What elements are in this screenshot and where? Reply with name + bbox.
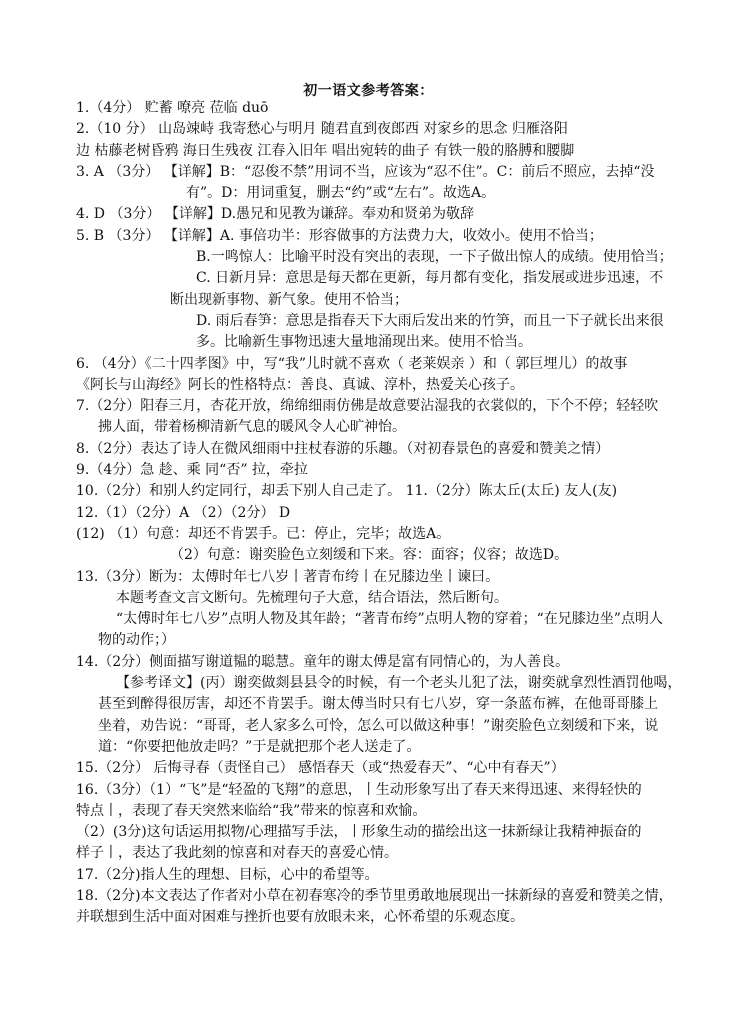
answer-line: 12.（1）（2分）A （2）（2分） D	[76, 504, 291, 521]
answer-line: 坐着，劝告说：“哥哥，老人家多么可怜，怎么可以做这种事！”谢奕脸色立刻缓和下来，说	[98, 717, 659, 734]
answer-line: 8.（2分）表达了诗人在微风细雨中拄杖春游的乐趣。（对初春景色的喜爱和赞美之情）	[76, 440, 610, 457]
answer-line: 多。比喻新生事物迅速大量地涌现出来。使用不恰当。	[196, 334, 532, 351]
answer-line: （2）(3分)这句话运用拟物/心理描写手法，丨形象生动的描绘出这一抹新绿让我精神振奋的	[76, 824, 642, 841]
answer-line: 《阿长与山海经》阿长的性格特点：善良、真诚、淳朴，热爱关心孩子。	[76, 376, 524, 393]
answer-line: 10.（2分）和别人约定同行，却丢下别人自己走了。 11.（2分）陈太丘(太丘) 友人(友)	[76, 483, 618, 500]
answer-line: 1.（4分） 贮蓄 嘹亮 莅临 duō	[76, 100, 269, 116]
answer-line: 本题考查文言文断句。先梳理句子大意，结合语法，然后断句。	[116, 589, 508, 606]
page-title: 初一语文参考答案：	[303, 83, 434, 99]
answer-line: 道：“你要把他放走吗？”于是就把那个老人送走了。	[98, 738, 421, 755]
answer-line: 17.（2分)指人生的理想、目标，心中的希望等。	[76, 866, 379, 883]
answer-line: 15.（2分） 后悔寻春（责怪自己） 感悟春天（或“热爱春天”、“心中有春天”）	[76, 760, 565, 777]
answer-line: 拂人面，带着杨柳清新气息的暖风令人心旷神怡。	[98, 419, 406, 436]
answer-line: 2.（10 分） 山岛竦峙 我寄愁心与明月 随君直到夜郎西 对家乡的思念 归雁洛阳	[76, 121, 568, 138]
answer-line: 并联想到生活中面对困难与挫折也要有放眼未来，心怀希望的乐观态度。	[76, 909, 524, 926]
answer-line: 【参考译文】(丙）谢奕做剡县县令的时候，有一个老头儿犯了法，谢奕就拿烈性酒罚他喝，	[116, 675, 682, 692]
answer-line: 7.（2分）阳春三月，杏花开放，绵绵细雨仿佛是故意要沾湿我的衣裳似的，下个不停；轻轻吹	[76, 398, 659, 415]
answer-line: “太傅时年七八岁”点明人物及其年龄；“著青布绔”点明人物的穿着；“在兄膝边坐”点明人	[116, 611, 663, 628]
answer-line: 5. B （3分） 【详解】A. 事倍功半：形容做事的方法费力大，收效小。使用不恰当；	[76, 227, 603, 244]
answer-line: 特点丨，表现了春天突然来临给“我”带来的惊喜和欢愉。	[76, 802, 427, 819]
answer-line: 6. （4分）《二十四孝图》中，写“我”儿时就不喜欢（ 老莱娱亲 ）和（ 郭巨埋儿）的故事	[76, 355, 628, 372]
answer-line: 甚至到醉得很厉害，却还不肯罢手。谢太傅当时只有七八岁，穿一条蓝布裤，在他哥哥膝上	[98, 696, 658, 713]
answer-line: 有”。D：用词重复，删去“约”或“左右”。故选A。	[186, 185, 496, 202]
answer-line: 样子丨，表达了我此刻的惊喜和对春天的喜爱心情。	[76, 845, 398, 862]
answer-line: C. 日新月异：意思是每天都在更新，每月都有变化，指发展或进步迅速，不	[196, 270, 664, 287]
answer-line: B.一鸣惊人：比喻平时没有突出的表现，一下子做出惊人的成绩。使用恰当；	[196, 249, 673, 266]
answer-line: 3. A （3分） 【详解】B：“忍俊不禁”用词不当，应该为“忍不住”。C：前后不照应，去掉“没	[76, 163, 655, 180]
answer-line: 物的动作；）	[98, 632, 175, 649]
answer-line: 9.（4分）急 趁、乘 同“否” 拉，牵拉	[76, 462, 308, 479]
answer-line: 16.（3分）（1）“飞”是“轻盈的飞翔”的意思，丨生动形象写出了春天来得迅速、来得轻快的	[76, 781, 642, 798]
answer-line: (12) （1）句意：却还不肯罢手。已：停止，完毕；故选A。	[76, 525, 451, 542]
answer-content	[76, 98, 682, 929]
answer-line: 断出现新事物、新气象。使用不恰当；	[170, 291, 408, 308]
answer-line: 边 枯藤老树昏鸦 海日生残夜 江春入旧年 唱出宛转的曲子 有铁一般的胳膊和腰脚	[76, 142, 575, 159]
answer-line: 18.（2分)本文表达了作者对小草在初春寒冷的季节里勇敢地展现出一抹新绿的喜爱和赞美之情，	[76, 887, 673, 904]
answer-line: 4. D （3分） 【详解】D.愚兄和见教为谦辞。奉劝和贤弟为敬辞	[76, 206, 475, 223]
answer-line: （2）句意：谢奕脸色立刻缓和下来。容：面容；仪容；故选D。	[170, 547, 569, 564]
answer-line: D. 雨后春笋：意思是指春天下大雨后发出来的竹笋，而且一下子就长出来很	[196, 312, 664, 329]
answer-line: 13.（3分）断为：太傅时年七八岁丨著青布绔丨在兄膝边坐丨谏曰。	[76, 568, 500, 585]
answer-line: 14.（2分）侧面描写谢道韫的聪慧。童年的谢太傅是富有同情心的，为人善良。	[76, 653, 570, 670]
